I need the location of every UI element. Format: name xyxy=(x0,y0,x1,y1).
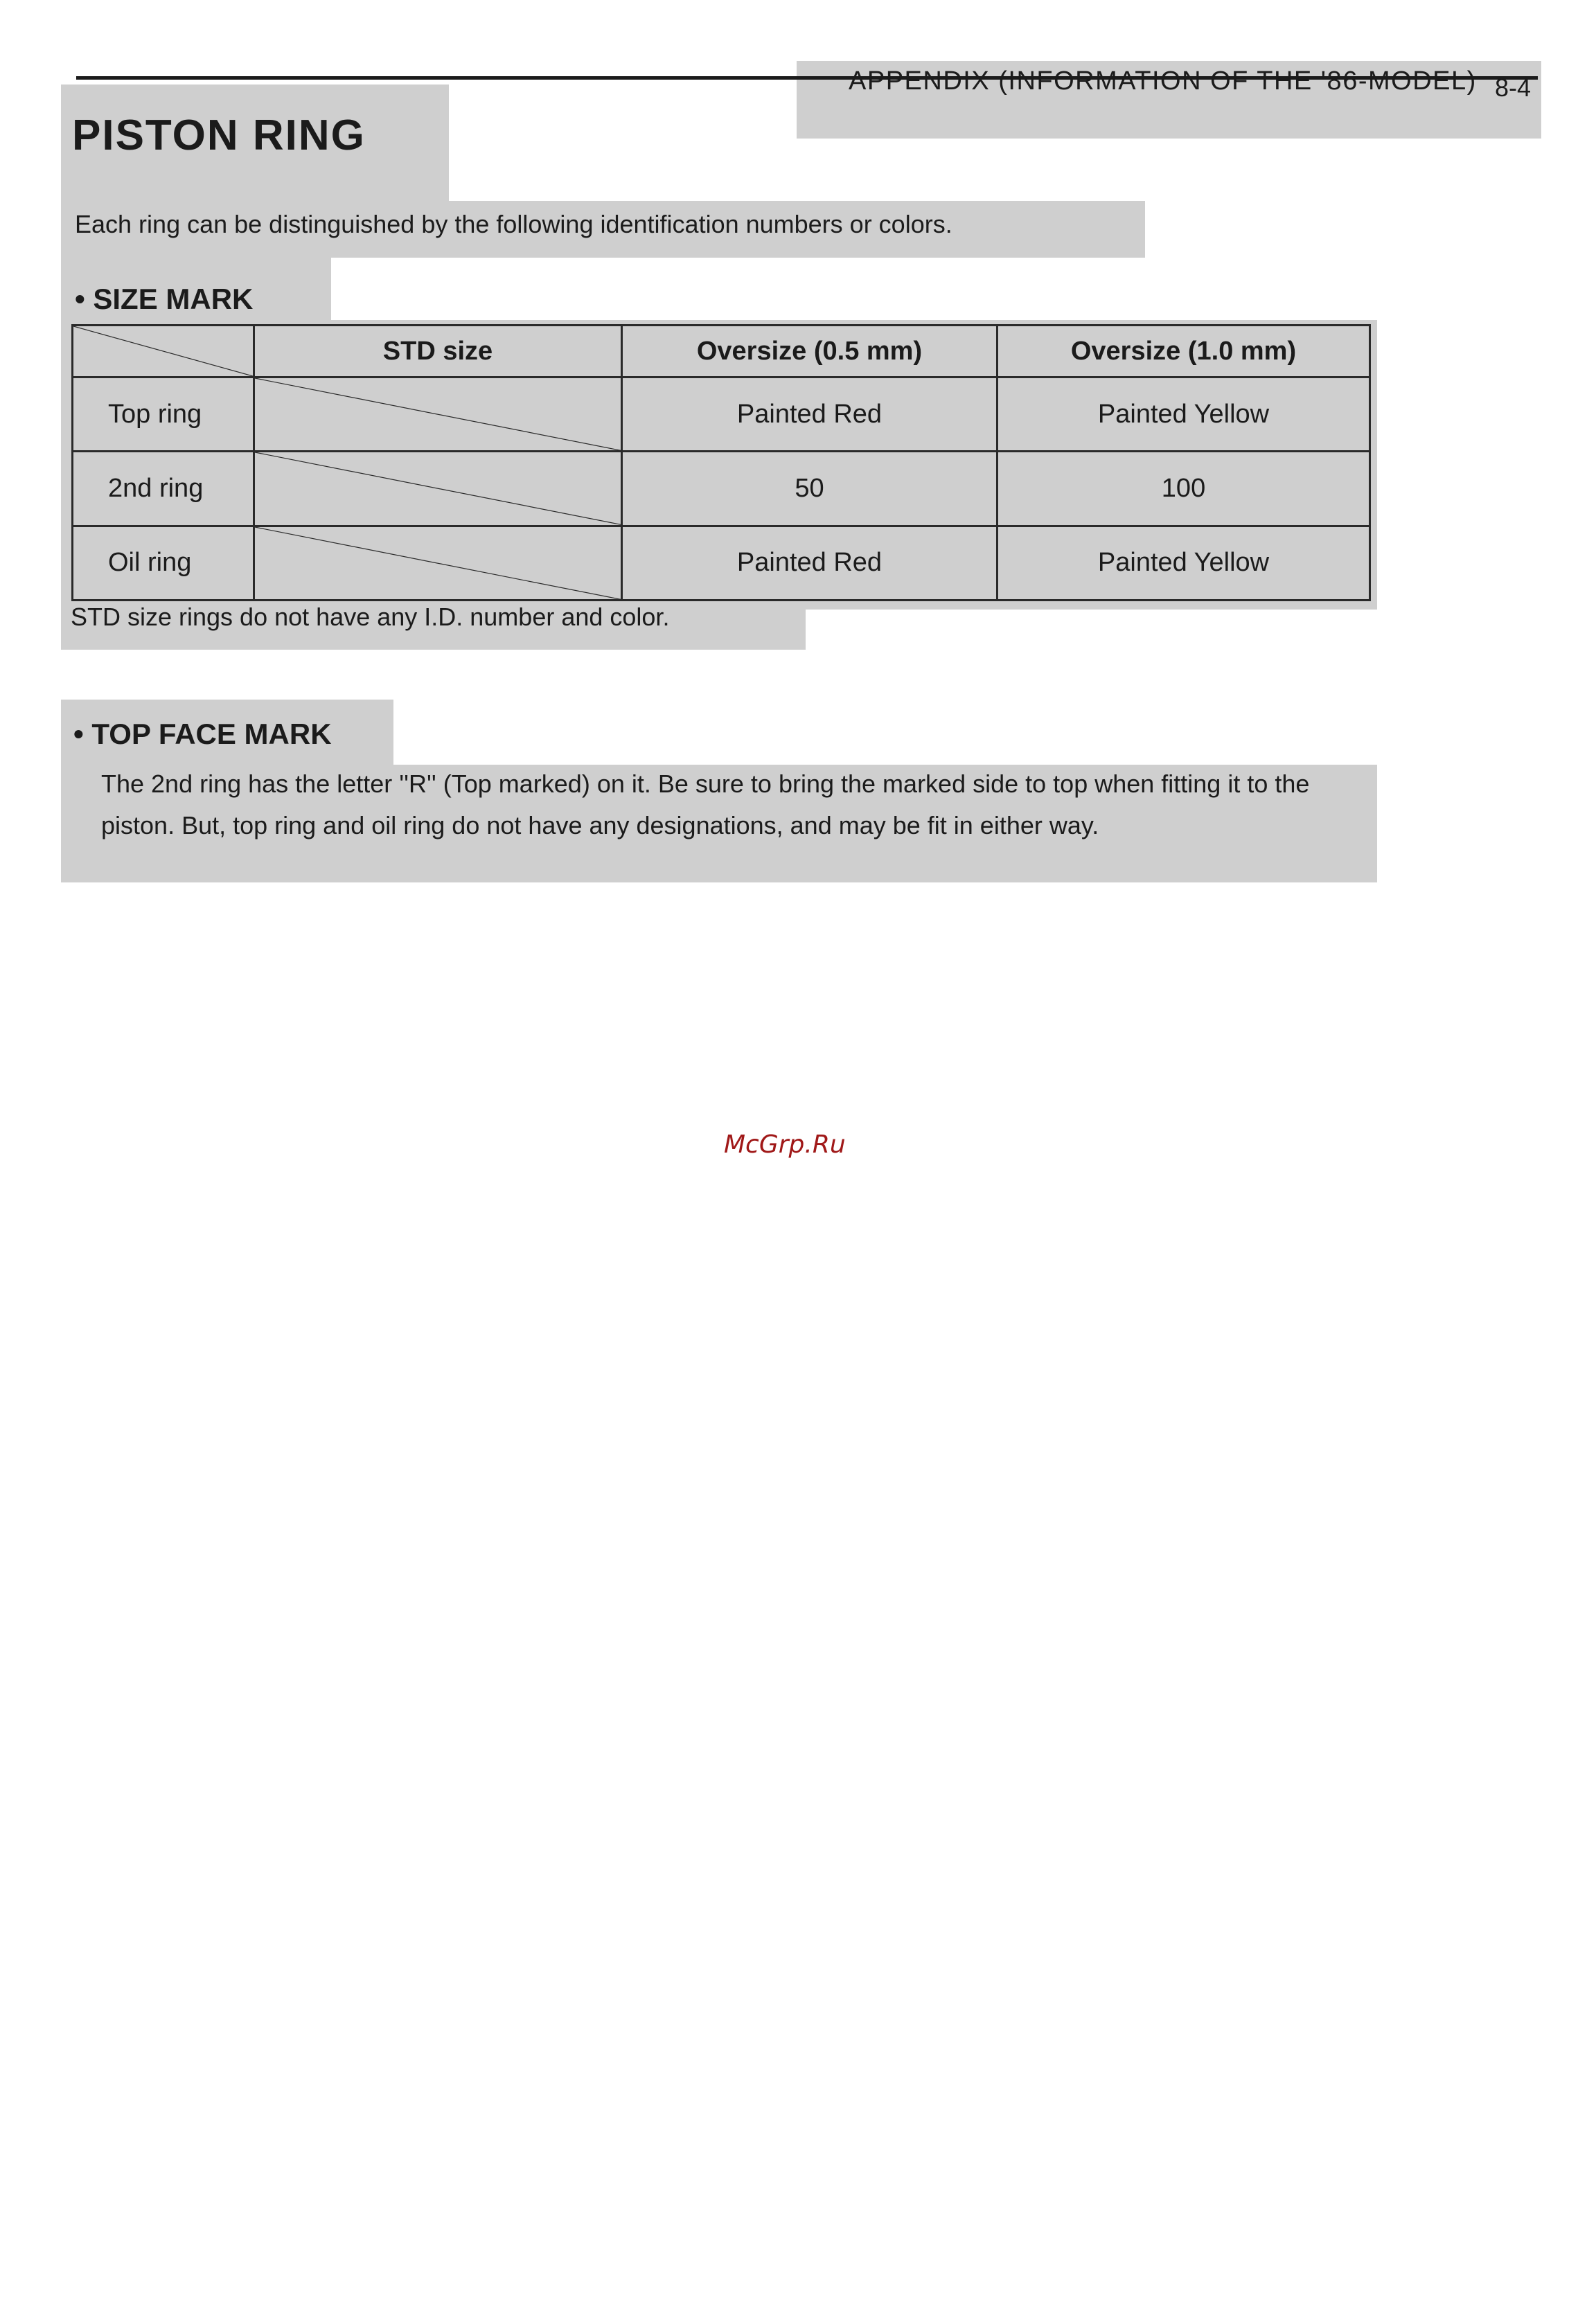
top-face-mark-body: The 2nd ring has the letter ''R'' (Top marked) on it. Be sure to bring the marked side to top when fitting it to the piston. But, top ring and oil ring do not have any designations, and may be fit in either way. xyxy=(101,770,1310,839)
column-header-oversize-10: Oversize (1.0 mm) xyxy=(998,326,1370,377)
page-number: 8-4 xyxy=(1495,73,1532,102)
watermark-text: McGrp.Ru xyxy=(724,1130,846,1159)
size-mark-heading: • SIZE MARK xyxy=(75,283,254,315)
diagonal-line xyxy=(73,326,253,376)
std-size-note: STD size rings do not have any I.D. number and color. xyxy=(71,603,670,631)
table-header-row xyxy=(73,326,1370,377)
oversize-10-value: Painted Yellow xyxy=(998,377,1370,452)
diagonal-line xyxy=(255,452,621,524)
oversize-05-value: Painted Red xyxy=(622,526,998,600)
diagonal-line xyxy=(255,527,621,599)
oversize-10-value: Painted Yellow xyxy=(998,526,1370,600)
top-face-mark-heading: • TOP FACE MARK xyxy=(73,718,332,750)
oversize-10-value: 100 xyxy=(998,452,1370,526)
std-cell-empty xyxy=(254,452,622,526)
oversize-05-value: 50 xyxy=(622,452,998,526)
running-header: APPENDIX (INFORMATION OF THE '86-MODEL) xyxy=(849,66,1477,96)
table-row-oil-ring xyxy=(73,526,1370,600)
std-cell-empty xyxy=(254,526,622,600)
corner-cell xyxy=(73,326,254,377)
std-cell-empty xyxy=(254,377,622,452)
row-label: 2nd ring xyxy=(73,452,254,526)
oversize-05-value: Painted Red xyxy=(622,377,998,452)
size-mark-table xyxy=(71,324,1371,601)
table-row-top-ring xyxy=(73,377,1370,452)
row-label: Oil ring xyxy=(73,526,254,600)
row-label: Top ring xyxy=(73,377,254,452)
page-title: PISTON RING xyxy=(72,112,366,159)
diagonal-line xyxy=(255,378,621,450)
table-row-2nd-ring xyxy=(73,452,1370,526)
intro-text: Each ring can be distinguished by the following identification numbers or colors. xyxy=(75,210,952,238)
column-header-oversize-05: Oversize (0.5 mm) xyxy=(622,326,998,377)
column-header-std: STD size xyxy=(254,326,622,377)
